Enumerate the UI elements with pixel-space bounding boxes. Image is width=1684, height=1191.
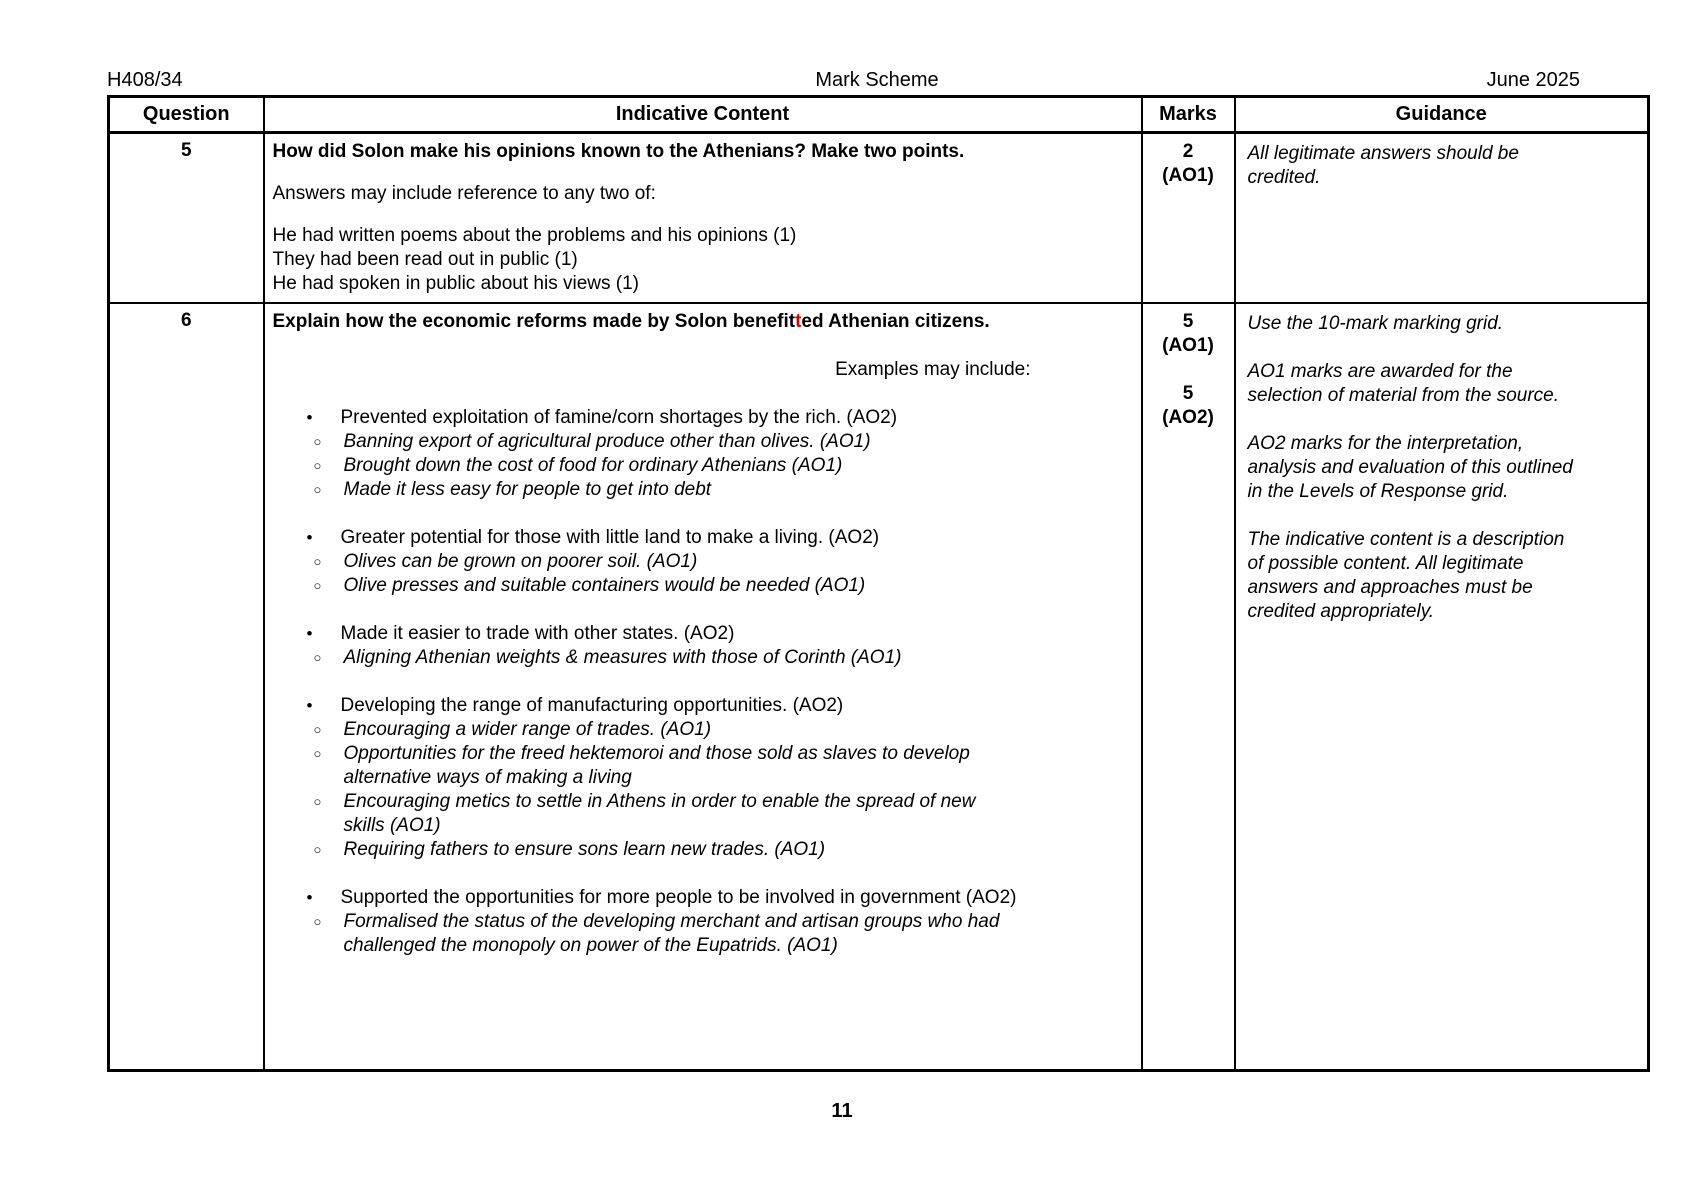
marks-ao: (AO1) xyxy=(1162,165,1214,186)
page-number: 11 xyxy=(831,1100,853,1122)
sub-bullet-item: ○ Banning export of agricultural produce other than olives. (AO1) xyxy=(313,431,871,452)
circle-bullet-icon: ○ xyxy=(313,842,322,857)
bullet-icon: • xyxy=(306,624,313,643)
marks-cell xyxy=(1142,303,1235,1071)
mark-scheme-table xyxy=(107,95,1650,1072)
table-header-row xyxy=(109,97,1649,133)
sub-bullet-item: ○ Aligning Athenian weights & measures with those of Corinth (AO1) xyxy=(313,647,902,668)
bullet-item: • Made it easier to trade with other states. (AO2) xyxy=(306,623,735,644)
table-row xyxy=(109,303,1649,1071)
table-row xyxy=(109,133,1649,304)
marks-value: 2 xyxy=(1182,141,1194,162)
circle-bullet-icon: ○ xyxy=(313,650,322,665)
answer-point: He had spoken in public about his views (1) xyxy=(272,273,639,294)
circle-bullet-icon: ○ xyxy=(313,554,322,569)
marks-spacer xyxy=(1143,358,1234,382)
guidance-paragraph: All legitimate answers should be credited. xyxy=(1247,143,1519,188)
marks-value: 5 xyxy=(1182,383,1194,404)
bullet-item: • Greater potential for those with little land to make a living. (AO2) xyxy=(306,527,880,548)
guidance-paragraph: Use the 10-mark marking grid. xyxy=(1247,313,1504,334)
question-6-title: Explain how the economic reforms made by Solon benefitted Athenian citizens. xyxy=(272,311,990,332)
circle-bullet-icon: ○ xyxy=(313,458,322,473)
circle-bullet-icon: ○ xyxy=(313,482,322,497)
sub-bullet-item: ○ Olive presses and suitable containers would be needed (AO1) xyxy=(313,575,866,596)
circle-bullet-icon: ○ xyxy=(313,794,322,809)
circle-bullet-icon: ○ xyxy=(313,914,322,929)
column-header-question: Question xyxy=(109,97,264,133)
bullet-item: • Supported the opportunities for more people to be involved in government (AO2) xyxy=(306,887,1017,908)
sub-bullet-item: ○ Formalised the status of the developing merchant and artisan groups who had challenged the monopoly on power of the Eupatrids. (AO1) xyxy=(313,911,1000,956)
doc-title: Mark Scheme xyxy=(815,69,939,91)
answer-point: He had written poems about the problems and his opinions (1) xyxy=(272,225,797,246)
page-header xyxy=(107,68,1647,92)
doc-code: H408/34 xyxy=(107,69,183,91)
answers-intro: Answers may include reference to any two of: xyxy=(272,183,656,204)
guidance-paragraph: The indicative content is a description of possible content. All legitimate answers and approaches must be credited appropriately. xyxy=(1247,529,1565,622)
guidance-paragraph: AO2 marks for the interpretation, analysis and evaluation of this outlined in the Levels of Response grid. xyxy=(1247,433,1573,502)
circle-bullet-icon: ○ xyxy=(313,434,322,449)
guidance-paragraph: AO1 marks are awarded for the selection of material from the source. xyxy=(1247,361,1560,406)
marks-value: 5 xyxy=(1182,311,1194,332)
circle-bullet-icon: ○ xyxy=(313,746,322,761)
sub-bullet-item: ○ Encouraging a wider range of trades. (AO1) xyxy=(313,719,712,740)
examples-label: Examples may include: xyxy=(835,359,1031,380)
bullet-item: • Prevented exploitation of famine/corn shortages by the rich. (AO2) xyxy=(306,407,898,428)
marks-cell xyxy=(1142,133,1235,304)
bullet-icon: • xyxy=(306,888,313,907)
question-number: 5 xyxy=(109,133,264,304)
indicative-content-cell xyxy=(264,133,1142,304)
question-number: 6 xyxy=(109,303,264,1071)
sub-bullet-item: ○ Made it less easy for people to get into debt xyxy=(313,479,712,500)
bullet-item: • Developing the range of manufacturing opportunities. (AO2) xyxy=(306,695,844,716)
bullet-icon: • xyxy=(306,528,313,547)
marks-ao: (AO2) xyxy=(1162,407,1214,428)
circle-bullet-icon: ○ xyxy=(313,722,322,737)
circle-bullet-icon: ○ xyxy=(313,578,322,593)
question-5-title: How did Solon make his opinions known to the Athenians? Make two points. xyxy=(272,141,965,162)
bullet-icon: • xyxy=(306,408,313,427)
red-highlight-letter: t xyxy=(795,311,802,332)
sub-bullet-item: ○ Opportunities for the freed hektemoroi and those sold as slaves to develop alternative ways of making a living xyxy=(313,743,970,788)
marks-ao: (AO1) xyxy=(1162,335,1214,356)
sub-bullet-item: ○ Olives can be grown on poorer soil. (AO1) xyxy=(313,551,698,572)
bullet-icon: • xyxy=(306,696,313,715)
guidance-cell xyxy=(1235,133,1649,304)
column-header-marks: Marks xyxy=(1142,97,1235,133)
sub-bullet-item: ○ Brought down the cost of food for ordinary Athenians (AO1) xyxy=(313,455,843,476)
answer-point: They had been read out in public (1) xyxy=(272,249,578,270)
indicative-content-cell xyxy=(264,303,1142,1071)
sub-bullet-item: ○ Requiring fathers to ensure sons learn new trades. (AO1) xyxy=(313,839,826,860)
column-header-indicative-content: Indicative Content xyxy=(264,97,1142,133)
sub-bullet-item: ○ Encouraging metics to settle in Athens in order to enable the spread of new skills (AO1) xyxy=(313,791,976,836)
doc-date: June 2025 xyxy=(1486,69,1580,91)
column-header-guidance: Guidance xyxy=(1235,97,1649,133)
guidance-cell xyxy=(1235,303,1649,1071)
